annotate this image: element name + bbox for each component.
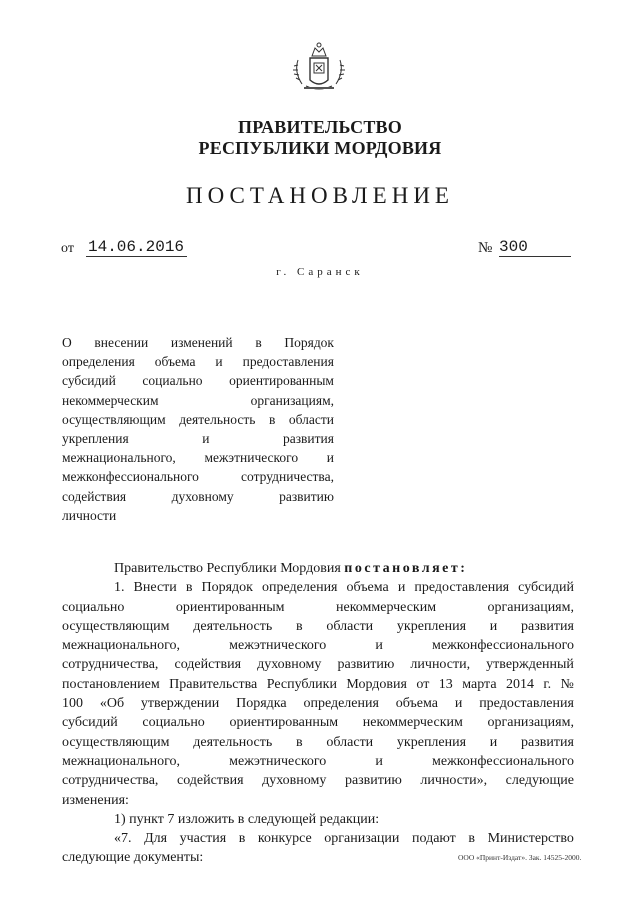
word: определения <box>62 354 135 370</box>
word: и <box>202 430 210 446</box>
date-prefix: от <box>61 241 74 256</box>
city: г. Саранск <box>276 266 364 278</box>
word: в <box>468 831 475 847</box>
body-line <box>62 694 574 713</box>
word: субсидий <box>62 715 118 731</box>
word: изменений <box>170 335 233 350</box>
body-line <box>62 752 574 771</box>
word: 1. <box>114 580 125 596</box>
word: межнационального, <box>62 638 181 654</box>
organization-name-line1: ПРАВИТЕЛЬСТВО <box>238 117 402 137</box>
word: конкурсе <box>257 831 312 847</box>
word: области <box>326 734 374 750</box>
word: Внести <box>133 580 177 596</box>
organization-name-line2: РЕСПУБЛИКИ МОРДОВИЯ <box>198 138 442 158</box>
word: 100 <box>62 696 83 712</box>
word: осуществляющим <box>62 734 170 750</box>
word: и <box>215 354 223 370</box>
word: организациям, <box>487 599 574 615</box>
word: межконфессионального <box>432 753 574 769</box>
body-line <box>62 617 574 636</box>
word: подают <box>411 831 456 847</box>
intro-line <box>62 559 574 578</box>
word: сотрудничества, <box>62 657 159 673</box>
word: деятельность <box>193 618 273 634</box>
word: утверждении <box>140 696 220 712</box>
word: 2014 <box>505 676 534 692</box>
word: деятельность <box>179 411 256 427</box>
word: субсидий <box>518 580 574 596</box>
word: межэтнического <box>229 638 327 654</box>
word: ориентированным <box>229 373 334 389</box>
word: объема <box>395 696 438 712</box>
word: социально <box>142 715 205 731</box>
word: развитию <box>279 488 334 504</box>
subject-line <box>62 448 334 467</box>
word: Порядок <box>284 335 334 350</box>
word: в <box>255 335 262 350</box>
body-line <box>62 713 574 732</box>
word: развития <box>282 430 334 446</box>
word: и <box>489 734 498 750</box>
word: О <box>62 335 72 350</box>
word: объема <box>154 354 196 370</box>
intro-text: Правительство Республики Мордовия <box>114 561 341 576</box>
document-body <box>62 559 574 868</box>
word: утвержденный <box>486 657 574 673</box>
word: сотрудничества, <box>241 469 334 485</box>
word: укрепления <box>396 734 467 750</box>
word: социально <box>62 599 125 615</box>
body-line <box>62 829 574 848</box>
word: некоммерческим <box>335 599 437 615</box>
word: духовному <box>257 657 322 673</box>
body-line <box>62 675 574 694</box>
word: некоммерческим <box>62 392 159 408</box>
document-subject <box>62 333 334 525</box>
body-line: 1) пункт 7 изложить в следующей редакции: <box>114 811 380 827</box>
word: предоставления <box>242 354 334 370</box>
word: 13 <box>438 676 453 692</box>
word: определения <box>262 580 338 596</box>
word: укрепления <box>396 618 467 634</box>
body-line: изменения: <box>62 792 129 808</box>
word: личности», <box>420 773 488 789</box>
word: межнационального, <box>62 753 181 769</box>
word: предоставления <box>479 696 574 712</box>
subject-line <box>62 410 334 429</box>
word: межконфессионального <box>432 638 574 654</box>
word: предоставления <box>414 580 510 596</box>
word: «Об <box>99 696 125 712</box>
word: межэтнического <box>229 753 327 769</box>
word: осуществляющим <box>62 618 170 634</box>
word: в <box>238 831 246 847</box>
coat-of-arms-emblem <box>288 36 350 98</box>
word: Порядка <box>236 696 287 712</box>
subject-line <box>62 333 334 352</box>
word: развитию <box>344 773 402 789</box>
word: следующие <box>505 773 574 789</box>
word: субсидий <box>62 373 116 389</box>
word: Мордовия <box>346 676 407 692</box>
word: Республики <box>266 676 337 692</box>
word: постановлением <box>62 676 160 692</box>
word: и <box>326 450 334 466</box>
subject-line <box>62 429 334 448</box>
intro-verb: постановляет: <box>344 561 468 576</box>
word: определения <box>303 696 379 712</box>
word: межэтнического <box>204 450 299 466</box>
body-line <box>62 598 574 617</box>
word: внесении <box>94 335 149 350</box>
word: Министерство <box>487 831 574 847</box>
word: в <box>296 734 303 750</box>
word: области <box>326 618 374 634</box>
word: духовному <box>171 488 234 504</box>
word: организации <box>324 831 400 847</box>
word: «7. <box>114 831 132 847</box>
word: в <box>296 618 303 634</box>
word: содействия <box>62 488 127 504</box>
word: и <box>375 753 383 769</box>
body-line <box>62 636 574 655</box>
document-number: 300 <box>499 238 571 257</box>
body-line <box>62 771 574 790</box>
word: Порядок <box>201 580 253 596</box>
body-line <box>62 733 574 752</box>
word: развитию <box>337 657 395 673</box>
word: в <box>185 580 193 596</box>
word: от <box>416 676 430 692</box>
word: и <box>397 580 406 596</box>
subject-line <box>62 487 334 506</box>
body-line <box>62 578 574 597</box>
word: и <box>489 618 498 634</box>
number-prefix: № <box>478 240 493 256</box>
subject-line <box>62 371 334 390</box>
body-line <box>62 655 574 674</box>
word: развития <box>521 734 574 750</box>
word: и <box>454 696 463 712</box>
word: укрепления <box>62 430 129 446</box>
document-date: 14.06.2016 <box>86 238 187 257</box>
word: Для <box>144 831 168 847</box>
word: ориентированным <box>175 599 285 615</box>
word: некоммерческим <box>362 715 463 731</box>
word: осуществляющим <box>62 411 166 427</box>
word: объема <box>346 580 389 596</box>
subject-line <box>62 352 334 371</box>
word: личности, <box>410 657 471 673</box>
word: организациям, <box>487 715 574 731</box>
word: духовному <box>262 773 327 789</box>
printer-footer: ООО «Принт-Издат». Зак. 14525-2000. <box>458 853 582 862</box>
word: области <box>288 411 334 427</box>
word: межконфессионального <box>62 469 199 485</box>
word: развития <box>521 618 574 634</box>
subject-line <box>62 391 334 410</box>
word: организациям, <box>250 392 334 408</box>
word: в <box>268 411 276 427</box>
word: содействия <box>177 773 244 789</box>
word: социально <box>142 373 203 389</box>
word: сотрудничества, <box>62 773 159 789</box>
word: Правительства <box>169 676 258 692</box>
body-line: следующие документы: <box>62 850 204 866</box>
word: участия <box>179 831 227 847</box>
subject-line: личности <box>62 507 117 523</box>
word: № <box>560 676 574 692</box>
subject-line <box>62 467 334 486</box>
word: и <box>375 638 383 654</box>
document-type: ПОСТАНОВЛЕНИЕ <box>186 183 454 208</box>
word: содействия <box>174 657 242 673</box>
word: ориентированным <box>229 715 339 731</box>
word: марта <box>462 676 497 692</box>
word: межнационального, <box>62 450 176 466</box>
word: деятельность <box>193 734 273 750</box>
word: г. <box>543 676 552 692</box>
